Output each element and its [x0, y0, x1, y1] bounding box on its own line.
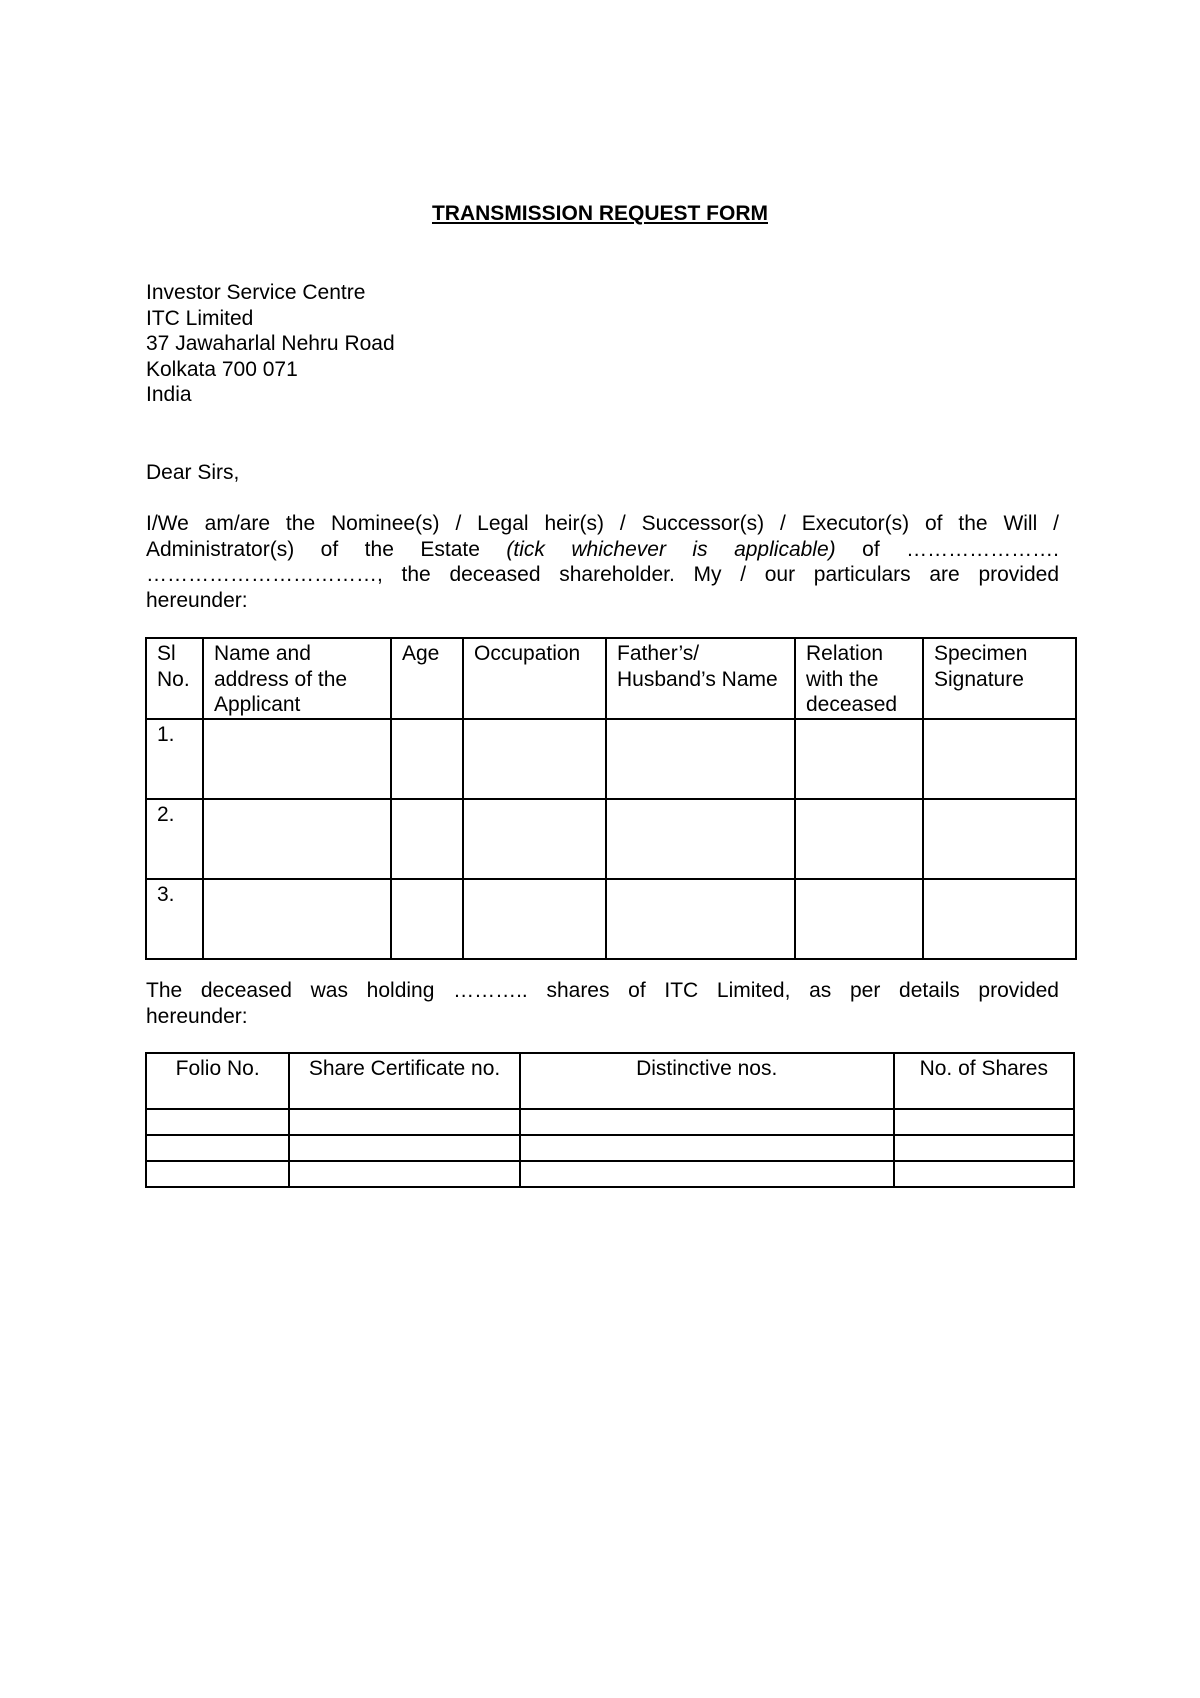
holding-paragraph — [146, 978, 1059, 1029]
italic-note: (tick whichever is applicable) — [506, 537, 836, 561]
father-husband-name-cell[interactable] — [606, 879, 795, 959]
table-header-row — [146, 638, 1076, 719]
distinctive-nos-cell[interactable] — [520, 1161, 894, 1187]
table-row — [146, 1135, 1074, 1161]
certificate-cell[interactable] — [289, 1109, 519, 1135]
address-line: ITC Limited — [146, 306, 254, 330]
signature-cell[interactable] — [923, 719, 1076, 799]
recipient-address — [146, 280, 746, 408]
signature-cell[interactable] — [923, 879, 1076, 959]
age-cell[interactable] — [391, 879, 463, 959]
table-header-row — [146, 1053, 1074, 1109]
distinctive-nos-cell[interactable] — [520, 1109, 894, 1135]
applicant-name-cell[interactable] — [203, 799, 391, 879]
column-header: Distinctive nos. — [520, 1053, 894, 1109]
column-header: Father’s/ Husband’s Name — [606, 638, 795, 719]
relation-cell[interactable] — [795, 719, 923, 799]
paragraph-line: ……………………………, the deceased shareholder. My / our particulars are provided — [146, 563, 1059, 586]
column-header: Name and address of the Applicant — [203, 638, 391, 719]
paragraph-text: of …………………. — [835, 537, 1059, 561]
declaration-paragraph — [146, 511, 1059, 613]
signature-cell[interactable] — [923, 799, 1076, 879]
row-number: 1. — [146, 719, 203, 799]
folio-cell[interactable] — [146, 1135, 289, 1161]
paragraph-line: I/We am/are the Nominee(s) / Legal heir(s) / Successor(s) / Executor(s) of the Will / — [146, 512, 1059, 535]
table-row — [146, 879, 1076, 959]
applicant-name-cell[interactable] — [203, 719, 391, 799]
father-husband-name-cell[interactable] — [606, 719, 795, 799]
father-husband-name-cell[interactable] — [606, 799, 795, 879]
occupation-cell[interactable] — [463, 719, 606, 799]
salutation: Dear Sirs, — [146, 461, 240, 484]
paragraph-text: Administrator(s) of the Estate — [146, 537, 507, 561]
shares-count-cell[interactable] — [894, 1109, 1074, 1135]
column-header: Age — [391, 638, 463, 719]
address-line: India — [146, 383, 192, 406]
applicants-table — [145, 637, 1077, 960]
paragraph-line: hereunder: — [146, 1004, 248, 1028]
distinctive-nos-cell[interactable] — [520, 1135, 894, 1161]
table-row — [146, 1109, 1074, 1135]
column-header: Sl No. — [146, 638, 203, 719]
occupation-cell[interactable] — [463, 799, 606, 879]
age-cell[interactable] — [391, 799, 463, 879]
occupation-cell[interactable] — [463, 879, 606, 959]
table-row — [146, 719, 1076, 799]
column-header: No. of Shares — [894, 1053, 1074, 1109]
row-number: 3. — [146, 879, 203, 959]
applicant-name-cell[interactable] — [203, 879, 391, 959]
certificate-cell[interactable] — [289, 1135, 519, 1161]
certificate-cell[interactable] — [289, 1161, 519, 1187]
paragraph-line — [146, 537, 1059, 563]
row-number: 2. — [146, 799, 203, 879]
age-cell[interactable] — [391, 719, 463, 799]
paragraph-line: hereunder: — [146, 588, 248, 612]
form-title: TRANSMISSION REQUEST FORM — [431, 202, 768, 225]
table-row — [146, 1161, 1074, 1187]
address-line: Investor Service Centre — [146, 281, 366, 304]
address-line: 37 Jawaharlal Nehru Road — [146, 332, 395, 355]
paragraph-line: The deceased was holding ……….. shares of ITC Limited, as per details provided — [146, 979, 1059, 1002]
shares-count-cell[interactable] — [894, 1135, 1074, 1161]
column-header: Folio No. — [146, 1053, 289, 1109]
table-row — [146, 799, 1076, 879]
column-header: Relation with the deceased — [795, 638, 923, 719]
folio-cell[interactable] — [146, 1161, 289, 1187]
shares-table — [145, 1052, 1075, 1188]
shares-count-cell[interactable] — [894, 1161, 1074, 1187]
folio-cell[interactable] — [146, 1109, 289, 1135]
relation-cell[interactable] — [795, 799, 923, 879]
relation-cell[interactable] — [795, 879, 923, 959]
column-header: Specimen Signature — [923, 638, 1076, 719]
column-header: Share Certificate no. — [289, 1053, 519, 1109]
column-header: Occupation — [463, 638, 606, 719]
address-line: Kolkata 700 071 — [146, 357, 298, 381]
